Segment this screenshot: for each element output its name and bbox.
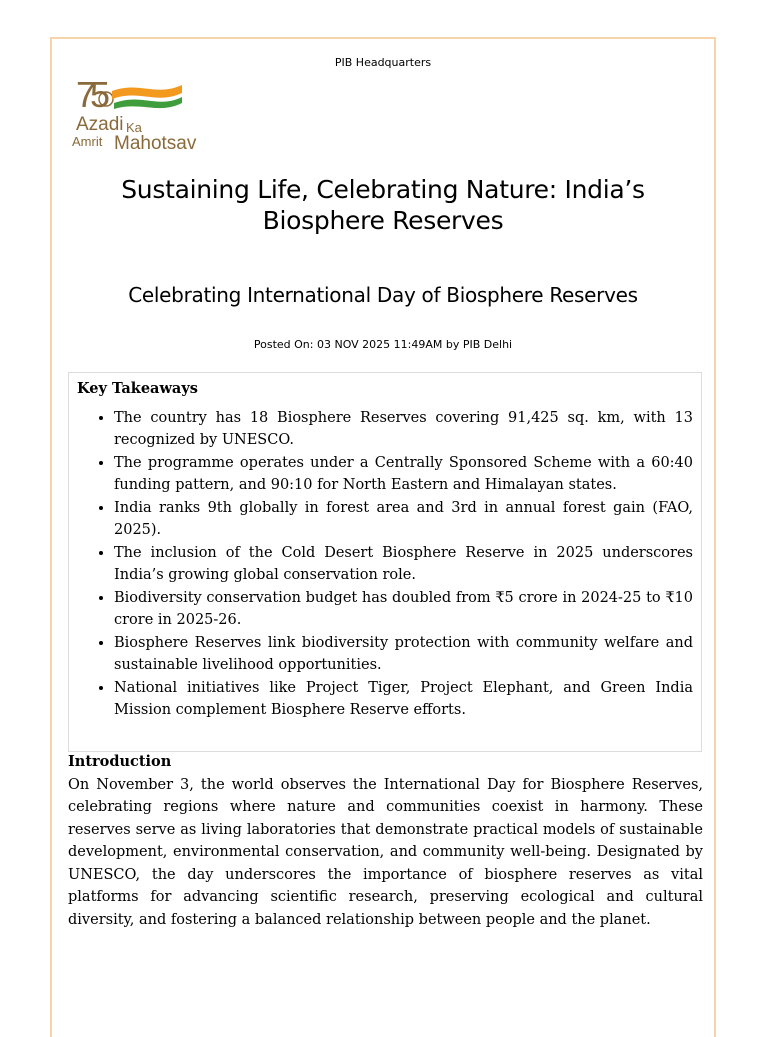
- list-item: • India ranks 9th globally in forest area and 3rd in annual forest gain (FAO, 2025).: [114, 497, 693, 542]
- key-takeaways-box: [68, 372, 702, 752]
- document-page: [50, 37, 716, 1037]
- introduction-body: On November 3, the world observes the International Day for Biosphere Reserves, celebrating regions where nature and communities coexist in harmony. These reserves serve as living laboratories that demonstrate practical models of sustainable development, environmental conservation, and community well-being. Designated by UNESCO, the day underscores the importance of biosphere reserves as vital platforms for advancing scientific research, preserving ecological and cultural diversity, and fostering a balanced relationship between people and the planet.: [68, 776, 703, 928]
- logo-mahotsav: Mahotsav: [114, 133, 197, 153]
- logo-azadi: Azadi: [76, 114, 124, 135]
- key-takeaways-list: [77, 407, 693, 722]
- introduction-section: [68, 751, 703, 931]
- pib-headquarters-label: PIB Headquarters: [334, 56, 432, 69]
- logo-number: 75: [76, 74, 105, 115]
- list-item: • Biosphere Reserves link biodiversity protection with community welfare and sustainable livelihood opportunities.: [114, 632, 693, 677]
- article-title: Sustaining Life, Celebrating Nature: India’s Biosphere Reserves: [121, 175, 645, 235]
- key-takeaways-heading: Key Takeaways: [77, 380, 198, 397]
- list-item: • The country has 18 Biosphere Reserves covering 91,425 sq. km, with 13 recognized by UNESCO.: [114, 407, 693, 452]
- list-item: • The programme operates under a Centrally Sponsored Scheme with a 60:40 funding pattern, and 90:10 for North Eastern and Himalayan states.: [114, 452, 693, 497]
- flag-saffron-stroke: [112, 85, 182, 99]
- list-item: • The inclusion of the Cold Desert Biosphere Reserve in 2025 underscores India’s growing global conservation role.: [114, 542, 693, 587]
- list-item: • National initiatives like Project Tiger, Project Elephant, and Green India Mission complement Biosphere Reserve efforts.: [114, 677, 693, 722]
- azadi-ka-amrit-mahotsav-logo: [70, 73, 210, 153]
- logo-ka: Ka: [126, 120, 142, 135]
- introduction-heading: Introduction: [68, 753, 172, 770]
- flag-green-stroke: [114, 97, 182, 109]
- list-item: • Biodiversity conservation budget has doubled from ₹5 crore in 2024-25 to ₹10 crore in 2025-26.: [114, 587, 693, 632]
- logo-amrit: Amrit: [72, 134, 103, 149]
- article-subtitle: Celebrating International Day of Biosphere Reserves: [128, 283, 638, 307]
- posted-date: Posted On: 03 NOV 2025 11:49AM by PIB Delhi: [253, 338, 513, 351]
